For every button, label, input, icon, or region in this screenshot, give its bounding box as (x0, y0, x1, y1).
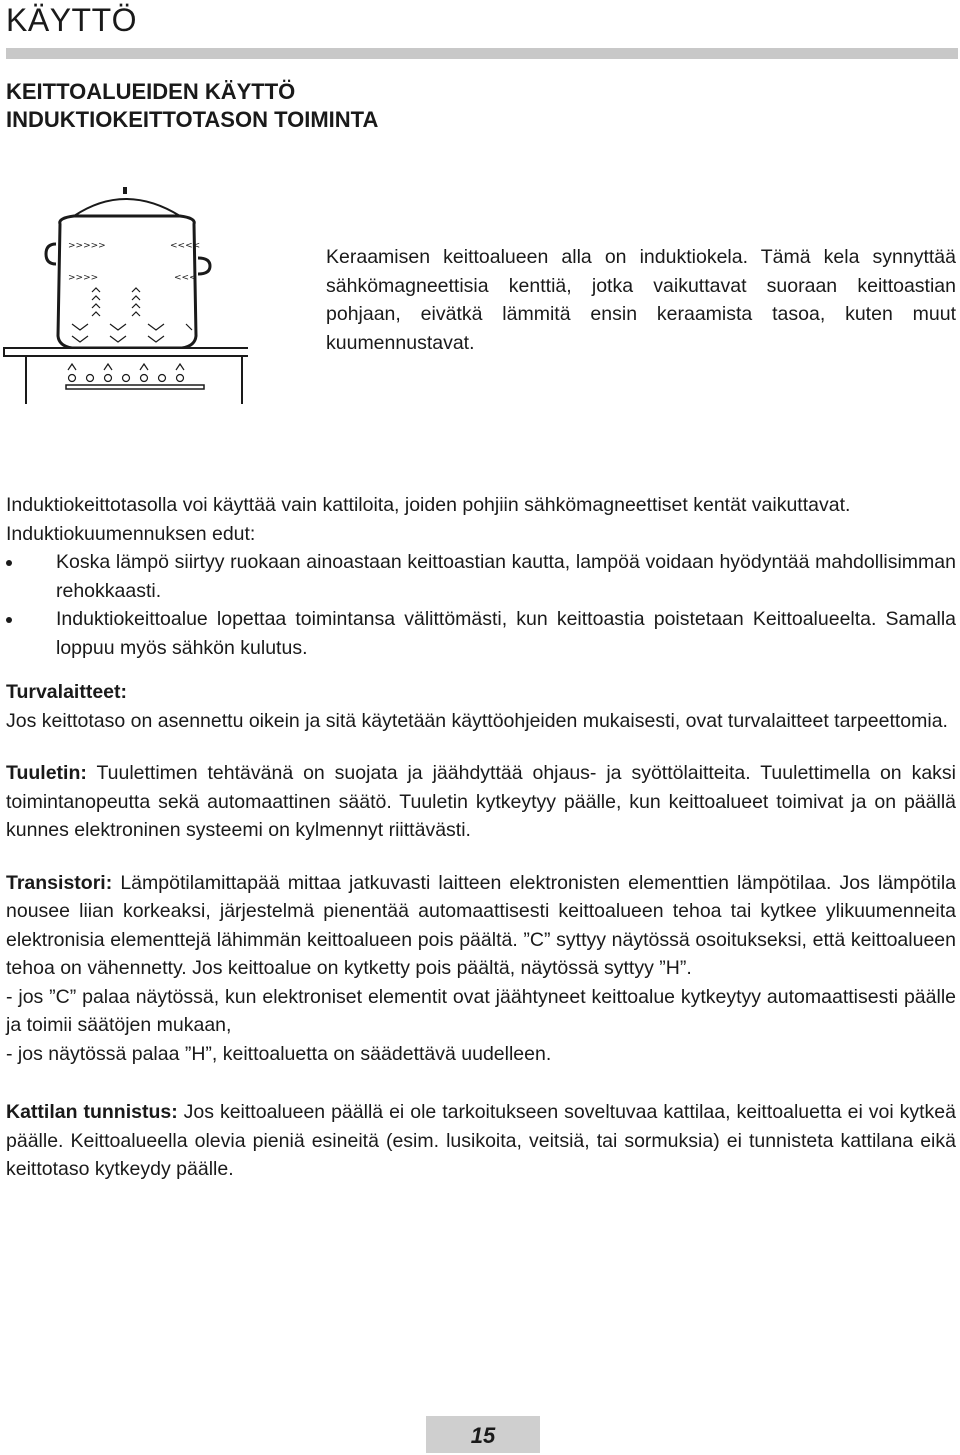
body-text (6, 491, 956, 1184)
fan-text: Tuulettimen tehtävänä on suojata ja jäähdyttää ohjaus- ja syöttölaitteita. Tuulettimella on kaksi toimintanopeutta sekä automaattinen säätö. Tuuletin kytkeytyy päälle, kun keittoalueet toimivat ja on päällä kunnes elektroninen systeemi on kylmennyt riittävästi. (6, 762, 956, 841)
bullet-icon (6, 560, 12, 566)
page-number: 15 (426, 1416, 540, 1453)
pan-detection-label: Kattilan tunnistus: (6, 1101, 178, 1123)
section-heading-line2: INDUKTIOKEITTOTASON TOIMINTA (6, 107, 379, 132)
pan-detection-text: Jos keittoalueen päällä ei ole tarkoitukseen soveltuvaa kattilaa, keittoaluetta ei voi kytkeä päälle. Keittoalueella olevia pieniä esineitä (esim. lusikoita, veitsiä, tai sormuksia) ei tunnisteta kattilana eikä keittotaso kytkeydy päälle. (6, 1101, 956, 1180)
svg-text:<<<: <<< (174, 273, 197, 283)
list-item-text: Induktiokeittoalue lopettaa toimintansa välittömästi, kun keittoastia poistetaan Keittoalueelta. Samalla loppuu myös sähkön kulutus. (56, 608, 956, 659)
safety-heading: Turvalaitteet: (6, 681, 127, 703)
chapter-title: KÄYTTÖ (6, 2, 138, 38)
transistor-label: Transistori: (6, 871, 113, 894)
svg-text:>>>>: >>>> (68, 273, 99, 283)
title-rule (6, 48, 958, 59)
fan-label: Tuuletin: (6, 762, 87, 784)
pan-detection-paragraph (6, 1098, 956, 1184)
transistor-text: Lämpötilamittapää mittaa jatkuvasti laitteen elektronisten elementtien lämpötilaa. Jos lämpötila nousee liian korkeaksi, järjestelmä pienentää automaattisesti keittoalueen tehoa tai kytkee ylikuumenneita elektronisia elementtejä lähimmän keittoalueen pois päältä. ”C” syttyy näytössä osoitukseksi, että keittoalueen tehoa on vähennetty. Jos keittoalue on kytketty pois päältä, näytössä syttyy ”H”. (6, 871, 956, 979)
fan-paragraph (6, 759, 956, 845)
svg-text:>>>>>: >>>>> (68, 241, 106, 251)
list-item (6, 605, 956, 662)
induction-pot-diagram-icon (2, 184, 248, 406)
section-heading (6, 78, 378, 134)
safety-paragraph: Jos keittotaso on asennettu oikein ja sitä käytetään käyttöohjeiden mukaisesti, ovat turvalaitteet tarpeettomia. (6, 709, 948, 732)
advantages-intro: Induktiokuumennuksen edut: (6, 522, 256, 545)
intro-text: Keraamisen keittoalueen alla on induktiokela. Tämä kela synnyttää sähkömagneettisia kenttiä, jotka vaikuttavat suoraan keittoastian pohjaan, eivätkä lämmitä ensin keraamista tasoa, kuten muut kuumennustavat. (326, 246, 956, 354)
compatibility-paragraph: Induktiokeittotasolla voi käyttää vain kattiloita, joiden pohjiin sähkömagneettiset kentät vaikuttavat. (6, 494, 851, 516)
transistor-paragraph (6, 869, 956, 983)
svg-text:<<<<: <<<< (170, 241, 201, 251)
list-item-text: Koska lämpö siirtyy ruokaan ainoastaan keittoastian kautta, lampöä voidaan hyödyntää mahdollisimman rehokkaasti. (56, 551, 956, 602)
transistor-line-h: - jos näytössä palaa ”H”, keittoaluetta on säädettävä uudelleen. (6, 1042, 552, 1065)
transistor-line-c: - jos ”C” palaa näytössä, kun elektroniset elementit ovat jäähtyneet keittoalue kytkeytyy automaattisesti päälle ja toimii säätöjen mukaan, (6, 985, 956, 1036)
advantages-list (6, 548, 956, 662)
bullet-icon (6, 617, 12, 623)
list-item (6, 548, 956, 605)
section-heading-line1: KEITTOALUEIDEN KÄYTTÖ (6, 79, 296, 104)
